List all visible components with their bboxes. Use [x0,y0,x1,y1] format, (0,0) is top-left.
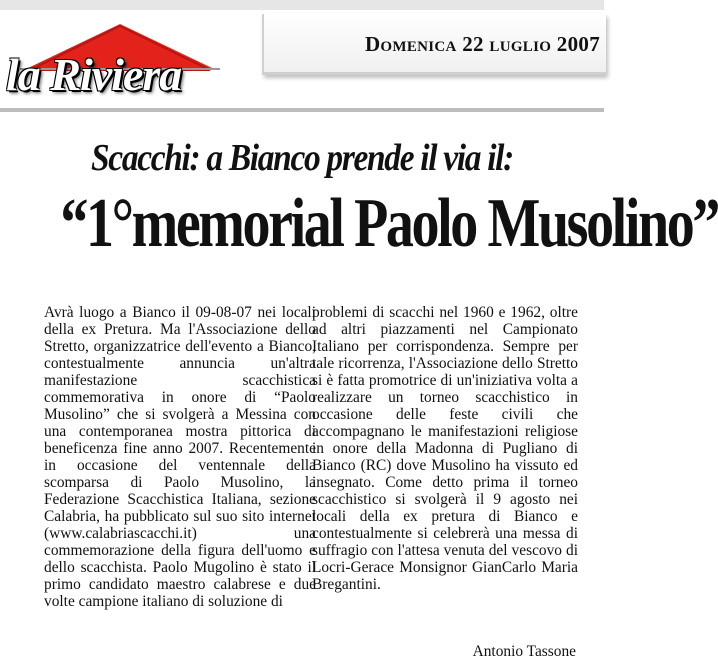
author-signature: Antonio Tassone [472,643,576,660]
column-right-text: problemi di scacchi nel 1960 e 1962, oltre ad altri piazzamenti nel Campionato Italiano per corrispondenza. Sempre per tale ricorrenza, l'Associazione dello Stretto si è fatta promotrice di un'iniziativa volta a realizzare un torneo scacchistico in occasione delle feste civili che accompagnano le manifestazioni religiose in onore della Madonna di Pugliano di Bianco (RC) dove Musolino ha vissuto ed insegnato. Come detto prima il torneo scacchistico si svolgerà il 9 agosto nei locali della ex pretura di Bianco e contestualmente si celebrerà una messa di suffragio con l'attesa venuta del vescovo di Locri-Gerace Monsignor GianCarlo Maria Bregantini. [312,304,578,593]
article-column-right [312,304,578,593]
logo [0,10,240,110]
article-column-left [44,304,316,610]
masthead [0,0,604,120]
top-strip [0,0,604,10]
date-weekday: Domenica [364,32,457,56]
issue-date [365,32,600,57]
column-left-text: Avrà luogo a Bianco il 09-08-07 nei locali della ex Pretura. Ma l'Associazione dello Stretto, organizzatrice dell'evento a Bianco, contestualmente annuncia un'altra manifestazione scacchistica commemorativa in onore di “Paolo Musolino” che si svolgerà a Messina con una contemporanea mostra pittorica di beneficenza fine anno 2007. Recentemente in occasione del ventennale della scomparsa di Paolo Musolino, la Federazione Scacchistica Italiana, sezione Calabria, ha pubblicato sul suo sito internet (www.calabriascacchi.it) una commemorazione della figura dell'uomo e dello scacchista. Paolo Mugolino è stato il primo candidato maestro calabrese e due volte campione italiano di soluzione di [44,304,316,610]
date-day: 22 [462,32,484,56]
article-headline: “1°memorial Paolo Musolino” [60,185,718,262]
article-kicker: Scacchi: a Bianco prende il via il: [91,137,513,179]
date-panel [262,14,606,75]
logo-text: la Riviera [6,49,182,100]
header-divider [0,108,604,112]
date-year: 2007 [556,32,600,56]
date-month: luglio [489,32,552,56]
